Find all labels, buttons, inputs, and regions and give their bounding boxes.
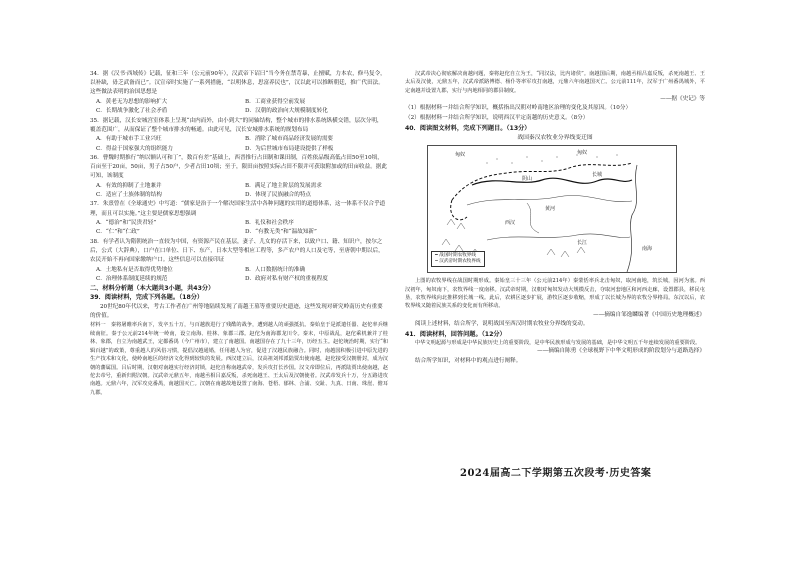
question-36-stem: 36．曹魏时期推行“纳以额认可和丁”，数百有差”基础上，西晋推行占田制和课田制，百姓依品级高低占田50至10顷，百亩至于20亩，50亩，男子占50户，少者占田10顷；至于，限田亩按照实际占田不限并可获取附加或的田亩收益。据此可知，该制度 (90, 154, 387, 180)
material-40: 上图的农牧界线在战国时期形成。秦始皇三十三年（公元前214年）秦蒙恬率兵北击匈奴，取河南地，筑长城，因河为塞。西汉初年，匈奴南下，农牧界线一度南移。汉武帝时期，汉朝对匈奴发动大规模反击，夺取河套地区和河西走廊，设置郡县，移民屯垦，农牧界线向北推移到长城一线。此后，农耕区逐步扩展，游牧区逐步收缩，形成了以长城为界的农牧分界格局。东汉以后，农牧界线又随着民族关系的变化而有所移动。 (405, 278, 705, 310)
map-title: 战国秦汉农牧业分界线变迁图 (517, 135, 593, 142)
map-label: 黄河 (545, 206, 556, 213)
sub-question-1: （1）根据材料一并结合所学知识，概括指出汉朝对岭南地区治理的变化及其原因。（10分） (405, 105, 632, 112)
right-column (405, 70, 705, 366)
source-citation: ——摘编自邹逸麟编著《中国历史地理概述》 (593, 311, 705, 318)
answer-title: 2024届高二下学期第五次段考·历史答案 (460, 468, 652, 479)
option-d: D．“有教无类”和“温故知新” (245, 229, 317, 236)
option-c: C．适应了士族体制的结构 (96, 192, 162, 199)
map-label: 长江 (577, 240, 588, 247)
question-34 (90, 70, 388, 117)
source-citation: ——摘编自陈勇《全球视野下中华文明形成的阶段划分与道路选择》 (537, 348, 705, 355)
sub-question-2: （2）根据材料一并结合所学知识，说明西汉平定南越的历史意义。（8分） (405, 115, 589, 122)
option-a: A．土地私有是否取得优势地位 (96, 266, 173, 273)
question-38-stem: 38．有学者认为隋朝统治一直较为中国，有资源产民在基层，妻子、儿女的存活下来，以致户口、籍、知识户，按尔之后，公式（大辞典），口户在口单位、日下、东产，日本大型等相应工程等，多产农户的人口及宅等，至唐朝中期以后，农民开始不再向国家缴纳户口。这些信息可以直接印证 (90, 238, 384, 264)
map-label: 匈奴 (455, 152, 466, 159)
material-41: 中华文明起源与形成是中华民族历史上的重要阶段，是中华民族形成与发展的基础，是中华文明五千年连续发展的重要阶段。 (415, 339, 701, 346)
legend-item: ┅ 汉武帝时期农牧界线 (435, 259, 481, 265)
question-39-heading: 39．阅读材料，完成下列各题。（18分） (90, 294, 204, 302)
option-b: B．工商业获得空前发展 (245, 99, 306, 106)
question-34-stem: 34．据《汉书·西域传》记载，征和三年（公元前90年），汉武帝下诏曰“当今务在禁苛暴，止擅赋，力本农，修马复令，以补缺，毋乏武备而已”。汉宣帝时实施了一系列措施，“以明休息，思富养民也”，汉以此可以推断朝廷，推广代田法。这些做法表明的治国思想是 (90, 71, 386, 96)
option-b: B．消除了城市商品经济发展的需要 (245, 136, 334, 143)
option-a: A．黄老无为思想的影响扩大 (96, 99, 168, 106)
legend-item: ━ 战国时期农牧界线 (435, 252, 476, 258)
question-36 (90, 154, 388, 201)
left-column (90, 70, 388, 397)
option-c: C．“仁”和“仁政” (96, 229, 140, 236)
option-b: B．人口数据统计的准确 (245, 266, 306, 273)
option-a: A．有效的抑制了土地兼并 (96, 182, 162, 189)
map-label: 匈奴 (577, 150, 588, 157)
option-b: B．满足了地主阶层的发展需求 (245, 182, 322, 189)
map-label: 阴山 (522, 176, 533, 183)
question-39 (90, 293, 388, 397)
material-one: 材料一 秦将屠睢率兵南下，发卒五十万，与百越族进行了残酷的战争，遭到越人的顽强抵抗。秦始皇于是派遣任嚣、赵佗率兵继续南征。秦于公元前214年统一岭南，设立南海、桂林、象郡三郡。赵佗为南海郡龙川令。秦末，中原战乱，赵佗乘机兼并了桂林、象郡，自立为南越武王，定都番禺（今广州市），建立了南越国。南越国存在了九十三年，历经五主。赵佗统治时期，实行“和辑百越”的政策，尊重越人的风俗习惯，提倡汉越通婚，任用越人为官，促进了汉越民族融合。同时，南越国积极引进中原先进的生产技术和文化，使岭南地区的经济文化得到较快的发展。西汉建立后，汉高祖刘邦派陆贾出使南越，赵佗接受汉朝册封，成为汉朝的藩属国。吕后时期，汉朝对南越实行经济封锁，赵佗自称南越武帝，发兵攻打长沙国。汉文帝即位后，再派陆贾出使南越，赵佗去帝号，重新归附汉朝。汉武帝元鼎五年，南越丞相吕嘉反叛，杀死南越王、王太后及汉朝使者。汉武帝发兵十万，分五路进攻南越。元鼎六年，汉军攻克番禺，南越国灭亡。汉朝在南越故地设置了南海、苍梧、郁林、合浦、交趾、九真、日南、珠崖、儋耳九郡。 (90, 322, 388, 396)
section-heading: 二、材料分析题（本大题共3小题，共43分） (90, 285, 215, 293)
question-40-heading: 40．阅读图文材料，完成下列题目。（13分） (405, 124, 531, 132)
question-39-intro: 20世纪80年代以来，考古工作者在广州等地陆续发现了南越王墓等重要历史遗迹，这些发现对研究岭南历史有重要的价值。 (90, 303, 383, 319)
option-c: C．得益于国家强大的组织能力 (96, 145, 173, 152)
option-b: B．礼仪和社会秩序 (245, 220, 294, 227)
map-label: 长城 (592, 172, 603, 179)
option-d: D．政府对私有财产权的重视程度 (245, 275, 328, 282)
option-a: A．有助于城市手工业兴旺 (96, 136, 162, 143)
source-citation: ——据《史记》等 (660, 96, 705, 103)
question-37-stem: 37．朱熹曾在《全球通史》中写道：“儒家是治于一个解决国家生活中各种问题的实用的道德体系，这一体系不仅合乎道理，而且可以实施。”这主要是儒家思想强调 (90, 201, 386, 217)
question-41-task: 结合所学知识，对材料中的观点进行阐释。 (415, 357, 522, 364)
material-one-continued: 汉武帝决心彻底解决南越问题，秦将赵佗自立为王，“同汉法，比内诸侯”。南越国后期，南越丞相吕嘉反叛，杀死南越王、王太后及汉使，元鼎五年，汉武帝派路博德、杨仆等率军攻打南越，元鼎六年南越国灭亡。公元前111年，汉军于广州番禺城外，平定南越并设置九郡，实行与内地相同的郡县制度。 (405, 71, 705, 94)
option-d: D．体现了民族融合的特点 (245, 192, 312, 199)
map-legend (431, 251, 485, 267)
option-d: D．汉朝的政治向大规模制度转化 (245, 108, 328, 115)
question-35-stem: 35．据记载，汉长安城宫室体系上呈现“由内而外，由小到大”的同轴结构，整个城市的排水系统纵横交错，层次分明，覆盖范围广，从而保证了整个城市排水的畅通。由此可见，汉长安城排水系统的规划布局 (90, 117, 383, 133)
option-c: C．治理体系制度延续的规范 (96, 275, 168, 282)
historical-map (427, 145, 677, 273)
question-37 (90, 200, 388, 237)
question-35 (90, 117, 388, 154)
option-c: C．长期战争激化了社会矛盾 (96, 108, 168, 115)
map-label: 南海 (642, 246, 653, 253)
map-label: 西汉 (505, 220, 516, 227)
question-38 (90, 238, 388, 285)
option-d: D．为后世城市布局建设提供了样板 (245, 145, 334, 152)
question-40-task: 阅读上述材料，结合所学，说明战国至西汉时期农牧业分界线的变动。 (415, 321, 589, 328)
option-a: A．“德治”和“民贵君轻” (96, 220, 157, 227)
question-41-heading: 41．阅读材料，回答问题。（12分） (405, 330, 506, 338)
